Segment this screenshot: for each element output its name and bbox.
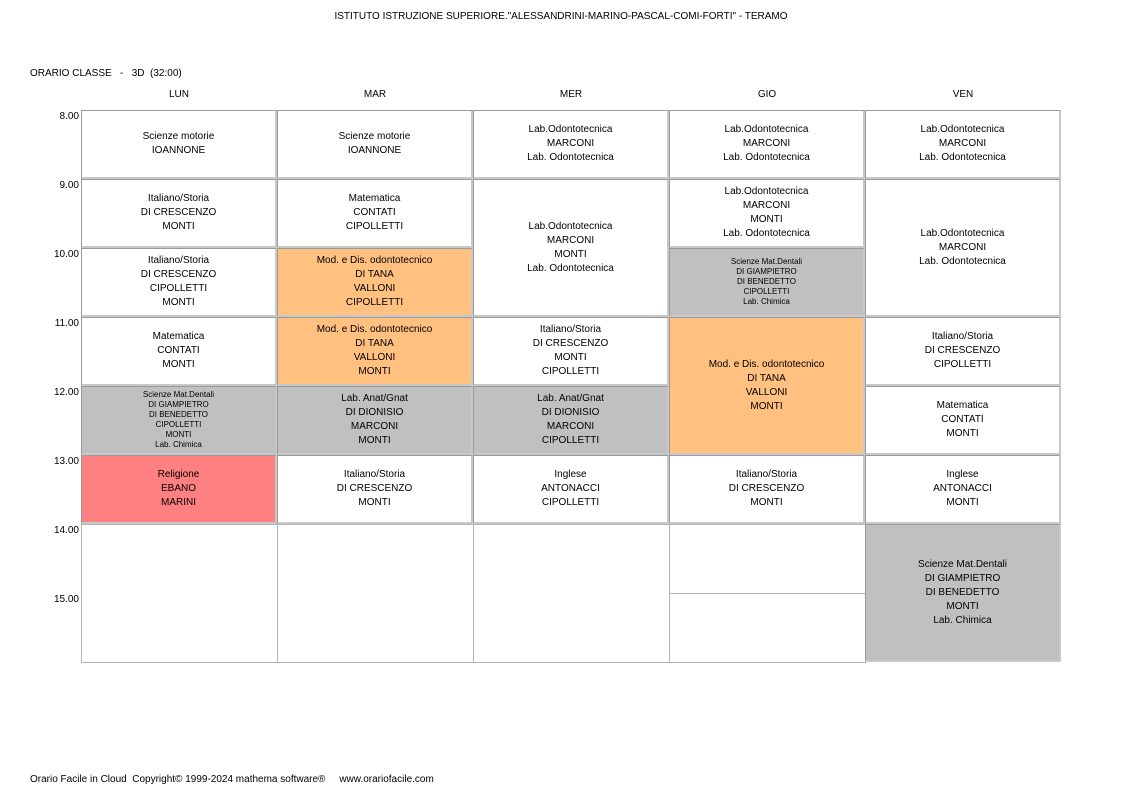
lesson-subject: Italiano/Storia <box>343 469 406 480</box>
day-header-mar: MAR <box>363 89 387 100</box>
lesson-detail: IOANNONE <box>347 145 402 156</box>
lesson-subject: Inglese <box>554 469 587 480</box>
lesson-detail: CIPOLLETTI <box>345 221 404 232</box>
school-title: ISTITUTO ISTRUZIONE SUPERIORE."ALESSANDRINI-MARINO-PASCAL-COMI-FORTI" - TERAMO <box>334 11 788 22</box>
lesson-cell <box>473 179 669 317</box>
lesson-detail: IOANNONE <box>151 145 206 156</box>
lesson-detail: CIPOLLETTI <box>541 366 600 377</box>
lesson-cell <box>277 179 473 248</box>
lesson-detail: VALLONI <box>353 283 396 294</box>
lesson-subject: Italiano/Storia <box>539 324 602 335</box>
lesson-detail: DI DIONISIO <box>541 407 600 418</box>
lesson-subject: Scienze Mat.Dentali <box>918 558 1007 570</box>
lesson-subject: Italiano/Storia <box>735 469 798 480</box>
lesson-cell <box>81 455 277 524</box>
lesson-detail: Lab. Chimica <box>155 440 202 449</box>
lesson-cell <box>277 455 473 524</box>
lesson-detail: ANTONACCI <box>541 483 600 494</box>
lesson-detail: Lab. Chimica <box>743 297 790 306</box>
hour-label: 11.00 <box>54 318 79 329</box>
lesson-detail: MONTI <box>358 366 391 377</box>
lesson-detail: MONTI <box>162 359 195 370</box>
lesson-detail: DI TANA <box>355 338 394 349</box>
lesson-subject: Matematica <box>152 331 205 342</box>
lesson-detail: DI BENEDETTO <box>737 277 796 286</box>
lesson-subject: Matematica <box>348 193 401 204</box>
class-info: ORARIO CLASSE - 3D (32:00) <box>30 68 182 79</box>
lesson-cell <box>277 248 473 317</box>
lesson-detail: DI CRESCENZO <box>140 207 217 218</box>
lesson-cell <box>277 317 473 386</box>
lesson-subject: Mod. e Dis. odontotecnico <box>708 358 825 370</box>
lesson-detail: MONTI <box>946 497 979 508</box>
lesson-detail: Lab. Chimica <box>933 614 992 626</box>
lesson-subject: Scienze Mat.Dentali <box>730 257 803 266</box>
lesson-subject: Italiano/Storia <box>931 331 994 342</box>
lesson-detail: CONTATI <box>353 207 396 218</box>
lesson-detail: DI TANA <box>355 269 394 280</box>
lesson-detail: MONTI <box>165 430 192 439</box>
lesson-detail: MARINI <box>161 497 196 508</box>
lesson-cell <box>81 110 277 179</box>
lesson-detail: CIPOLLETTI <box>345 297 404 308</box>
lesson-detail: MONTI <box>750 497 783 508</box>
lesson-detail: VALLONI <box>745 386 788 398</box>
day-header-lun: LUN <box>168 89 189 100</box>
lesson-detail: DI TANA <box>747 372 786 384</box>
lesson-detail: CONTATI <box>941 414 984 425</box>
lesson-detail: MONTI <box>750 214 783 225</box>
lesson-detail: DI CRESCENZO <box>924 345 1001 356</box>
lesson-detail: CIPOLLETTI <box>933 359 992 370</box>
lesson-subject: Lab. Anat/Gnat <box>341 393 408 404</box>
hour-label: 15.00 <box>53 594 79 605</box>
lesson-subject: Scienze motorie <box>338 131 411 142</box>
lesson-subject: Mod. e Dis. odontotecnico <box>316 324 433 335</box>
lesson-cell <box>865 455 1061 524</box>
lesson-subject: Scienze motorie <box>142 131 215 142</box>
lesson-detail: DI GIAMPIETRO <box>148 400 209 409</box>
lesson-detail: MARCONI <box>938 138 987 149</box>
lesson-detail: ANTONACCI <box>933 483 992 494</box>
lesson-cell <box>277 110 473 179</box>
lesson-subject: Scienze Mat.Dentali <box>142 390 215 399</box>
lesson-detail: Lab. Odontotecnica <box>527 262 614 274</box>
lesson-detail: MONTI <box>554 352 587 363</box>
lesson-cell <box>81 248 277 317</box>
lesson-detail: MONTI <box>554 248 587 260</box>
lesson-detail: CONTATI <box>157 345 200 356</box>
lesson-detail: CIPOLLETTI <box>149 283 208 294</box>
lesson-subject: Lab.Odontotecnica <box>920 227 1005 239</box>
lesson-detail: Lab. Odontotecnica <box>919 255 1006 267</box>
lesson-detail: CIPOLLETTI <box>743 287 790 296</box>
lesson-detail: DI GIAMPIETRO <box>736 267 797 276</box>
lesson-detail: MARCONI <box>742 200 791 211</box>
lesson-detail: MONTI <box>946 600 979 612</box>
lesson-subject: Inglese <box>946 469 979 480</box>
lesson-subject: Lab.Odontotecnica <box>920 124 1005 135</box>
lesson-cell <box>669 317 865 455</box>
lesson-detail: MONTI <box>162 297 195 308</box>
lesson-subject: Lab.Odontotecnica <box>528 220 613 232</box>
lesson-subject: Lab.Odontotecnica <box>724 124 809 135</box>
hour-divider <box>669 593 865 594</box>
lesson-detail: MARCONI <box>938 241 987 253</box>
lesson-detail: CIPOLLETTI <box>541 435 600 446</box>
lesson-detail: CIPOLLETTI <box>155 420 202 429</box>
lesson-detail: EBANO <box>160 483 196 494</box>
hour-label: 9.00 <box>59 180 79 191</box>
lesson-subject: Mod. e Dis. odontotecnico <box>316 255 433 266</box>
lesson-cell <box>669 248 865 317</box>
lesson-cell <box>473 110 669 179</box>
day-header-gio: GIO <box>757 89 777 100</box>
lesson-cell <box>865 386 1061 455</box>
lesson-detail: DI GIAMPIETRO <box>924 572 1001 584</box>
lesson-subject: Italiano/Storia <box>147 255 210 266</box>
lesson-cell <box>473 317 669 386</box>
lesson-detail: MARCONI <box>546 421 595 432</box>
lesson-cell <box>669 455 865 524</box>
lesson-detail: MARCONI <box>546 138 595 149</box>
lesson-detail: DI BENEDETTO <box>925 586 1000 598</box>
lesson-cell <box>865 179 1061 317</box>
lesson-detail: MONTI <box>750 400 783 412</box>
lesson-cell <box>865 524 1061 662</box>
lesson-detail: CIPOLLETTI <box>541 497 600 508</box>
hour-label: 10.00 <box>53 249 79 260</box>
lesson-subject: Matematica <box>936 400 989 411</box>
lesson-detail: Lab. Odontotecnica <box>527 152 614 163</box>
hour-label: 8.00 <box>59 111 79 122</box>
hour-label: 14.00 <box>53 525 79 536</box>
lesson-cell <box>473 386 669 455</box>
lesson-detail: Lab. Odontotecnica <box>723 152 810 163</box>
lesson-detail: DI BENEDETTO <box>149 410 208 419</box>
lesson-cell <box>81 317 277 386</box>
hour-label: 12.00 <box>53 387 79 398</box>
day-divider <box>473 524 474 663</box>
lesson-subject: Lab. Anat/Gnat <box>537 393 604 404</box>
lesson-subject: Religione <box>157 469 200 480</box>
day-header-ven: VEN <box>952 89 974 100</box>
lesson-cell <box>865 110 1061 179</box>
day-header-mer: MER <box>559 89 583 100</box>
lesson-detail: DI CRESCENZO <box>336 483 413 494</box>
lesson-detail: MONTI <box>358 497 391 508</box>
lesson-cell <box>669 179 865 248</box>
lesson-cell <box>865 317 1061 386</box>
lesson-detail: Lab. Odontotecnica <box>919 152 1006 163</box>
lesson-detail: DI CRESCENZO <box>532 338 609 349</box>
lesson-cell <box>473 455 669 524</box>
lesson-detail: VALLONI <box>353 352 396 363</box>
lesson-cell <box>669 110 865 179</box>
lesson-detail: MONTI <box>162 221 195 232</box>
lesson-detail: Lab. Odontotecnica <box>723 228 810 239</box>
lesson-detail: MARCONI <box>742 138 791 149</box>
lesson-subject: Italiano/Storia <box>147 193 210 204</box>
lesson-detail: MONTI <box>946 428 979 439</box>
lesson-detail: DI CRESCENZO <box>728 483 805 494</box>
day-divider <box>277 524 278 663</box>
lesson-detail: MARCONI <box>350 421 399 432</box>
lesson-detail: MARCONI <box>546 234 595 246</box>
footer-copyright: Orario Facile in Cloud Copyright© 1999-2024 mathema software® www.orariofacile.com <box>30 774 434 785</box>
hour-label: 13.00 <box>53 456 79 467</box>
lesson-cell <box>81 179 277 248</box>
lesson-detail: DI CRESCENZO <box>140 269 217 280</box>
lesson-cell <box>81 386 277 455</box>
lesson-detail: DI DIONISIO <box>345 407 404 418</box>
lesson-cell <box>277 386 473 455</box>
lesson-subject: Lab.Odontotecnica <box>724 186 809 197</box>
lesson-detail: MONTI <box>358 435 391 446</box>
lesson-subject: Lab.Odontotecnica <box>528 124 613 135</box>
